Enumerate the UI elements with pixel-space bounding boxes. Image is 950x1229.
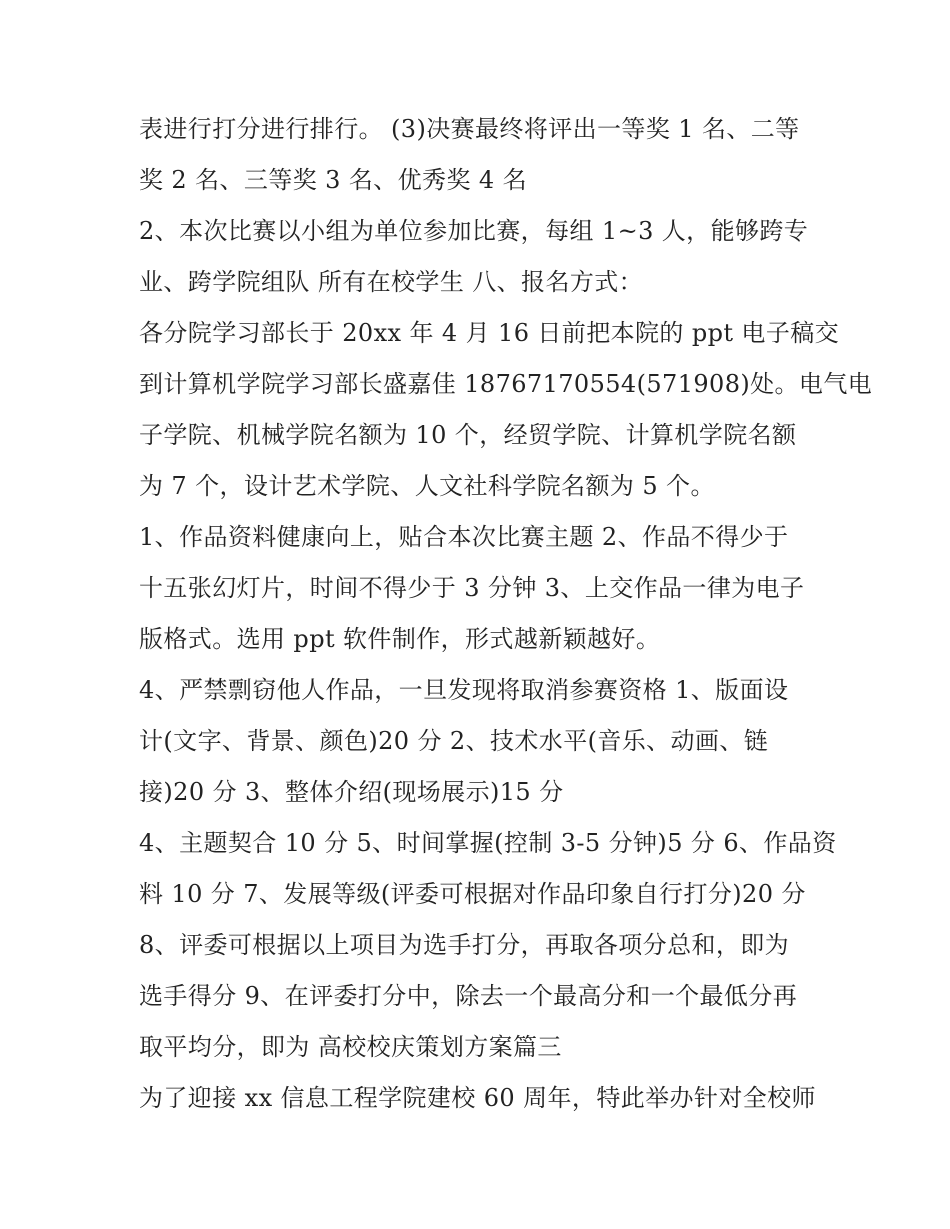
text-line: 各分院学习部长于 20xx 年 4 月 16 日前把本院的 ppt 电子稿交 <box>139 319 840 347</box>
text-line: 奖 2 名、三等奖 3 名、优秀奖 4 名 <box>139 166 527 194</box>
text-line: 计(文字、背景、颜色)20 分 2、技术水平(音乐、动画、链 <box>139 727 769 755</box>
text-line: 为了迎接 xx 信息工程学院建校 60 周年，特此举办针对全校师 <box>139 1084 816 1112</box>
text-line: 子学院、机械学院名额为 10 个，经贸学院、计算机学院名额 <box>139 421 797 449</box>
text-line: 料 10 分 7、发展等级(评委可根据对作品印象自行打分)20 分 <box>139 880 806 908</box>
text-line: 1、作品资料健康向上，贴合本次比赛主题 2、作品不得少于 <box>139 523 789 551</box>
text-line: 4、主题契合 10 分 5、时间掌握(控制 3-5 分钟)5 分 6、作品资 <box>139 829 837 857</box>
text-line: 版格式。选用 ppt 软件制作，形式越新颖越好。 <box>139 625 661 653</box>
text-line: 业、跨学院组队 所有在校学生 八、报名方式： <box>139 268 644 296</box>
text-line: 8、评委可根据以上项目为选手打分，再取各项分总和，即为 <box>139 931 790 959</box>
text-line: 选手得分 9、在评委打分中，除去一个最高分和一个最低分再 <box>139 982 798 1010</box>
text-line: 为 7 个，设计艺术学院、人文社科学院名额为 5 个。 <box>139 472 715 500</box>
document-body <box>139 104 873 1124</box>
text-line: 2、本次比赛以小组为单位参加比赛，每组 1~3 人，能够跨专 <box>139 217 809 245</box>
text-line: 表进行打分进行排行。 (3)决赛最终将评出一等奖 1 名、二等 <box>139 115 800 143</box>
text-line: 4、严禁剽窃他人作品，一旦发现将取消参赛资格 1、版面设 <box>139 676 789 704</box>
text-line: 到计算机学院学习部长盛嘉佳 18767170554(571908)处。电气电 <box>139 370 873 398</box>
text-line: 十五张幻灯片，时间不得少于 3 分钟 3、上交作品一律为电子 <box>139 574 805 602</box>
text-line: 接)20 分 3、整体介绍(现场展示)15 分 <box>139 778 564 806</box>
text-line: 取平均分，即为 高校校庆策划方案篇三 <box>139 1033 562 1061</box>
